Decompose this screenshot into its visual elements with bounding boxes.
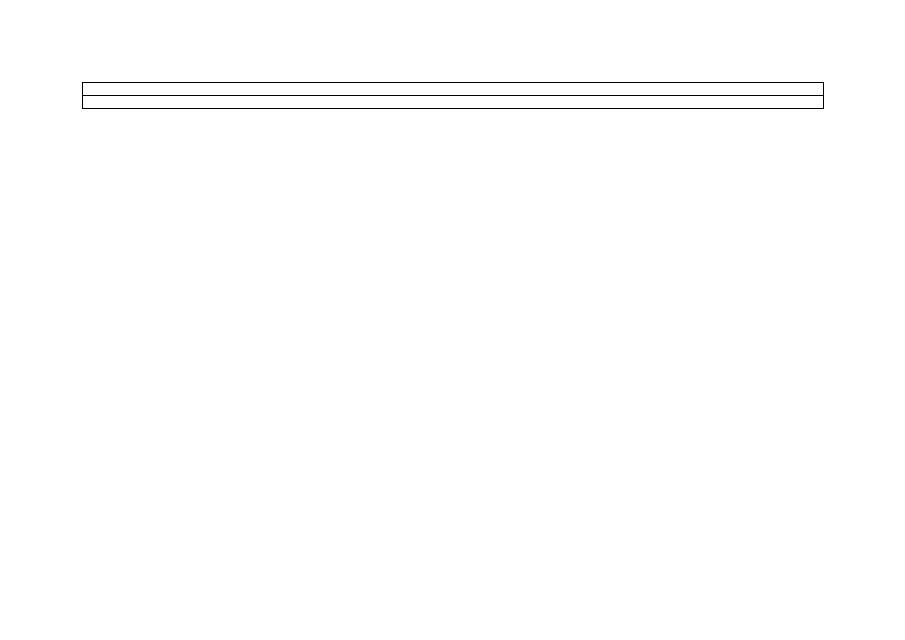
task-row — [83, 83, 824, 96]
indicators-row — [83, 96, 824, 109]
budget-table — [82, 82, 824, 109]
task-cell — [83, 83, 824, 96]
indicators-cell — [83, 96, 824, 109]
